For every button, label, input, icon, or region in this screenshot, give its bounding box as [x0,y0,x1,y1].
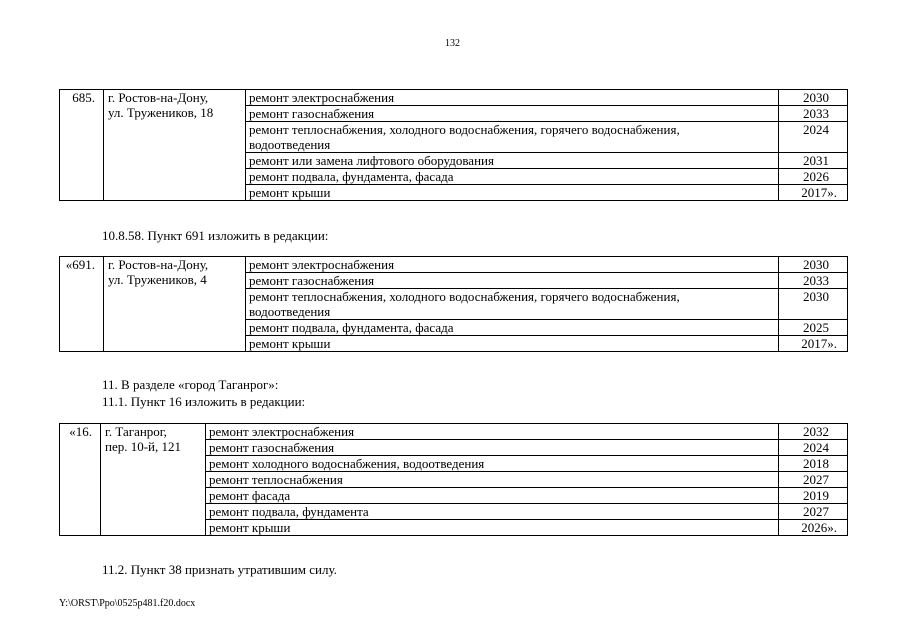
year-cell: 2030 [779,289,848,320]
year-cell: 2018 [779,456,848,472]
work-cell: ремонт электроснабжения [246,90,779,106]
table-row [60,424,848,440]
paragraph: 11. В разделе «город Таганрог»: [102,377,279,392]
work-cell: ремонт крыши [206,520,779,536]
work-cell: ремонт фасада [206,488,779,504]
work-cell: ремонт газоснабжения [206,440,779,456]
address-line: пер. 10-й, 121 [105,439,182,454]
paragraph: 11.1. Пункт 16 изложить в редакции: [102,394,306,409]
address-line: г. Таганрог, [105,424,167,439]
work-cell: ремонт электроснабжения [206,424,779,440]
work-cell: ремонт газоснабжения [246,273,779,289]
item-number: «16. [60,424,101,536]
work-cell: ремонт крыши [246,336,779,352]
item-number: «691. [60,257,104,352]
year-cell: 2024 [779,440,848,456]
year-cell: 2017». [779,185,848,201]
year-cell: 2027 [779,472,848,488]
work-cell: ремонт подвала, фундамента [206,504,779,520]
paragraph: 10.8.58. Пункт 691 изложить в редакции: [102,228,329,243]
work-cell [246,122,779,153]
table-item-691 [59,256,848,352]
item-number: 685. [60,90,104,201]
year-cell: 2030 [779,257,848,273]
year-cell: 2026». [779,520,848,536]
year-cell: 2017». [779,336,848,352]
year-cell: 2033 [779,273,848,289]
address-line: ул. Тружеников, 18 [108,105,214,120]
work-line: водоотведения [249,137,331,152]
work-cell: ремонт подвала, фундамента, фасада [246,320,779,336]
year-cell: 2025 [779,320,848,336]
address-line: ул. Тружеников, 4 [108,272,207,287]
work-line: ремонт теплоснабжения, холодного водоснабжения, горячего водоснабжения, [249,122,680,137]
work-cell: ремонт электроснабжения [246,257,779,273]
address-cell [101,424,206,536]
table-item-16 [59,423,848,536]
address-line: г. Ростов-на-Дону, [108,90,209,105]
year-cell: 2026 [779,169,848,185]
work-line: водоотведения [249,304,331,319]
year-cell: 2031 [779,153,848,169]
table-row [60,257,848,273]
work-cell: ремонт теплоснабжения [206,472,779,488]
work-cell: ремонт подвала, фундамента, фасада [246,169,779,185]
work-cell [246,289,779,320]
year-cell: 2027 [779,504,848,520]
year-cell: 2019 [779,488,848,504]
work-cell: ремонт холодного водоснабжения, водоотведения [206,456,779,472]
page-number: 132 [445,38,460,49]
work-cell: ремонт или замена лифтового оборудования [246,153,779,169]
year-cell: 2033 [779,106,848,122]
work-cell: ремонт крыши [246,185,779,201]
year-cell: 2024 [779,122,848,153]
address-line: г. Ростов-на-Дону, [108,257,209,272]
table-item-685 [59,89,848,201]
paragraph: 11.2. Пункт 38 признать утратившим силу. [102,562,337,577]
work-cell: ремонт газоснабжения [246,106,779,122]
address-cell [104,257,246,352]
year-cell: 2032 [779,424,848,440]
address-cell [104,90,246,201]
table-row [60,90,848,106]
file-path-footer: Y:\ORST\Ppo\0525p481.f20.docx [59,598,196,609]
work-line: ремонт теплоснабжения, холодного водоснабжения, горячего водоснабжения, [249,289,680,304]
year-cell: 2030 [779,90,848,106]
